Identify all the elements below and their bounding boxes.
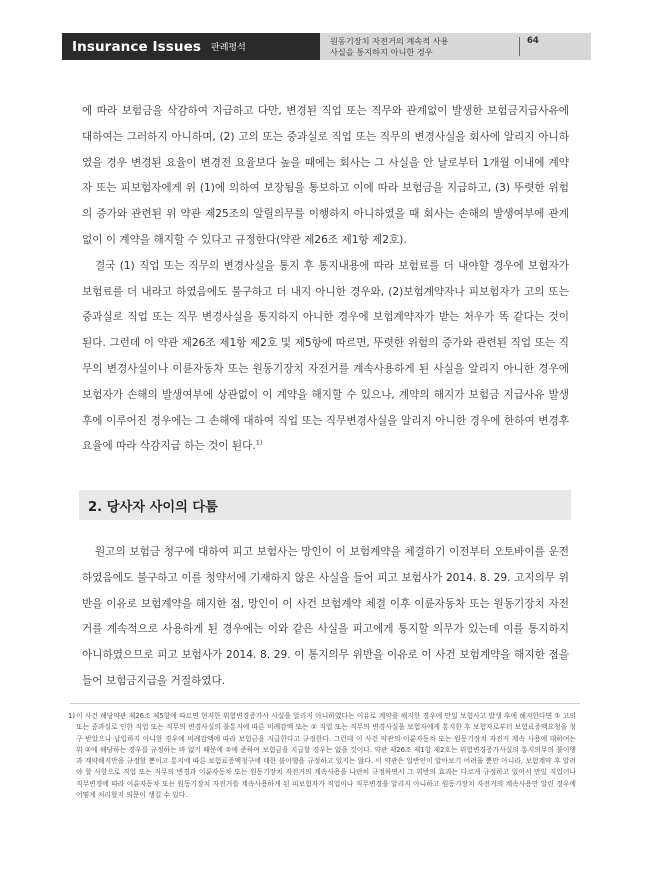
body-block-1 <box>82 99 569 460</box>
section-heading: 2. 당사자 사이의 다툼 <box>79 490 571 520</box>
header-divider <box>519 37 520 56</box>
article-topic <box>320 36 449 58</box>
header-topic-block <box>320 33 591 60</box>
paragraph-conclusion-text: 결국 (1) 직업 또는 직무의 변경사실을 통지 후 통지내용에 따라 보험료를 더 내야할 경우에 보험자가 보험료를 더 내라고 하였음에도 불구하고 더 내지 아니한 경우와, (2)보험계약자나 피보험자가 고의 또는 중과실로 직업 또는 직무 변경사실을 통지하지 아니한 경우에 보험계약자가 받는 처우가 똑 같다는 것이 된다. 그런데 이 약관 제26조 제1항 제2호 및 제5항에 따르면, 뚜렷한 위험의 증가와 관련된 직업 또는 직무의 변경사실이나 이륜자동차 또는 원동기장치 자전거를 계속사용하게 된 사실을 알리지 아니한 경우에 보험자가 손해의 발생여부에 상관없이 이 계약을 해지할 수 있으나, 계약의 해지가 보험금 지급사유 발생 후에 이루어진 경우에는 그 손해에 대하여 직업 또는 직무변경사실을 알리지 아니한 경우에 한하여 변경후 요율에 따라 삭감지급 하는 것이 된다. <box>82 259 569 453</box>
paragraph-conclusion <box>82 254 569 460</box>
body-block-2 <box>82 540 569 695</box>
magazine-title: Insurance Issues <box>72 38 202 55</box>
footnote-number: 1) <box>68 712 75 720</box>
article-topic-line-2: 사실을 통지하지 아니한 경우 <box>330 46 433 57</box>
page-number: 64 <box>527 36 539 46</box>
article-topic-line-1: 원동기장치 자전거의 계속적 사용 <box>330 35 449 46</box>
section-label: 판례평석 <box>211 43 246 53</box>
footnote-reference[interactable]: 1) <box>255 438 263 447</box>
running-header <box>62 33 591 60</box>
footnote-text: 이 사건 해당약관 제26조 제5항에 따르면 현저한 위험변경증가사 사실을 알리지 아니하였다는 이유로 계약을 해지한 경우에 만일 보험사고 발생 후에 해지한다면 ① 고의 또는 중과실로 인한 직업 또는 직무의 변경사실의 불통지에 따른 비례감액 또는 ② 직업 또는 직무의 변경사실을 보험자에게 통지한 후 보험자로부터 보험료증액요청을 청구 받았으나 납입하지 아니한 경우에 비례감액에 따라 보험금을 지급한다고 규정한다. 그런데 이 사건 약관의 이륜자동차 또는 원동기장치 자전거 계속 사용에 대하여는 위 ②에 해당하는 경우를 규정하는 바 없기 때문에 ②에 준하여 보험금을 지급할 경우는 없을 것이다. 약관 제26조 제1항 제2호는 위험변경증가사실의 통지의무의 불이행과 계약해지만을 규정할 뿐이고 통지에 따른 보험료증액청구에 대한 불이행을 규정하고 있지는 않다. 이 약관은 일반인이 알아보기 어려울 뿐만 아니라, 보험계약 후 알려야 할 사항으로 직업 또는 직무의 변경과 이륜자동차 또는 원동기장치 자전거의 계속사용을 나란히 규정하면서 그 위반의 효과는 다르게 규정하고 있어서 만일 직업이나 직무변경에 따라 이륜자동차 또는 원동기장치 자전거를 계속사용하게 된 피보험자가 직업이나 직무변경을 알리지 아니하고 원동기장치 자전거의 계속사용만 알린 경우에 어떻게 처리할지 의문이 생길 수 있다. <box>76 712 576 800</box>
paragraph-dispute: 원고의 보험금 청구에 대하여 피고 보험사는 망인이 이 보험계약을 체결하기 이전부터 오토바이를 운전하였음에도 불구하고 이를 청약서에 기재하지 않은 사실을 들어 피고 보험사가 2014. 8. 29. 고지의무 위반을 이유로 보험계약을 해지한 점, 망인이 이 사건 보험계약 체결 이후 이륜자동차 또는 원동기장치 자전거를 계속적으로 사용하게 된 경우에는 이와 같은 사실을 피고에게 통지할 의무가 있는데 이를 통지하지 아니하였으므로 피고 보험사가 2014. 8. 29. 이 통지의무 위반을 이유로 이 사건 보험계약을 해지한 점을 들어 보험금지급을 거절하였다. <box>82 546 569 687</box>
footnote <box>68 711 576 801</box>
header-title-block <box>62 33 320 60</box>
footnote-divider <box>70 703 580 704</box>
paragraph-continued: 에 따라 보험금을 삭감하여 지급하고 다만, 변경된 직업 또는 직무와 관계없이 발생한 보험금지급사유에 대하여는 그러하지 아니하며, (2) 고의 또는 중과실로 직업 또는 직무의 변경사실을 회사에 알리지 아니하였을 경우 변경된 요율이 변경전 요율보다 높을 때에는 회사는 그 사실을 안 날로부터 1개월 이내에 계약자 또는 피보험자에게 위 (1)에 의하여 보장됨을 통보하고 이에 따라 보험금을 지급하고, (3) 뚜렷한 위험의 증가와 관련된 위 약관 제25조의 알릴의무를 이행하지 아니하였을 때 회사는 손해의 발생여부에 관계없이 이 계약을 해지할 수 있다고 규정한다(약관 제26조 제1항 제2호). <box>82 105 569 246</box>
